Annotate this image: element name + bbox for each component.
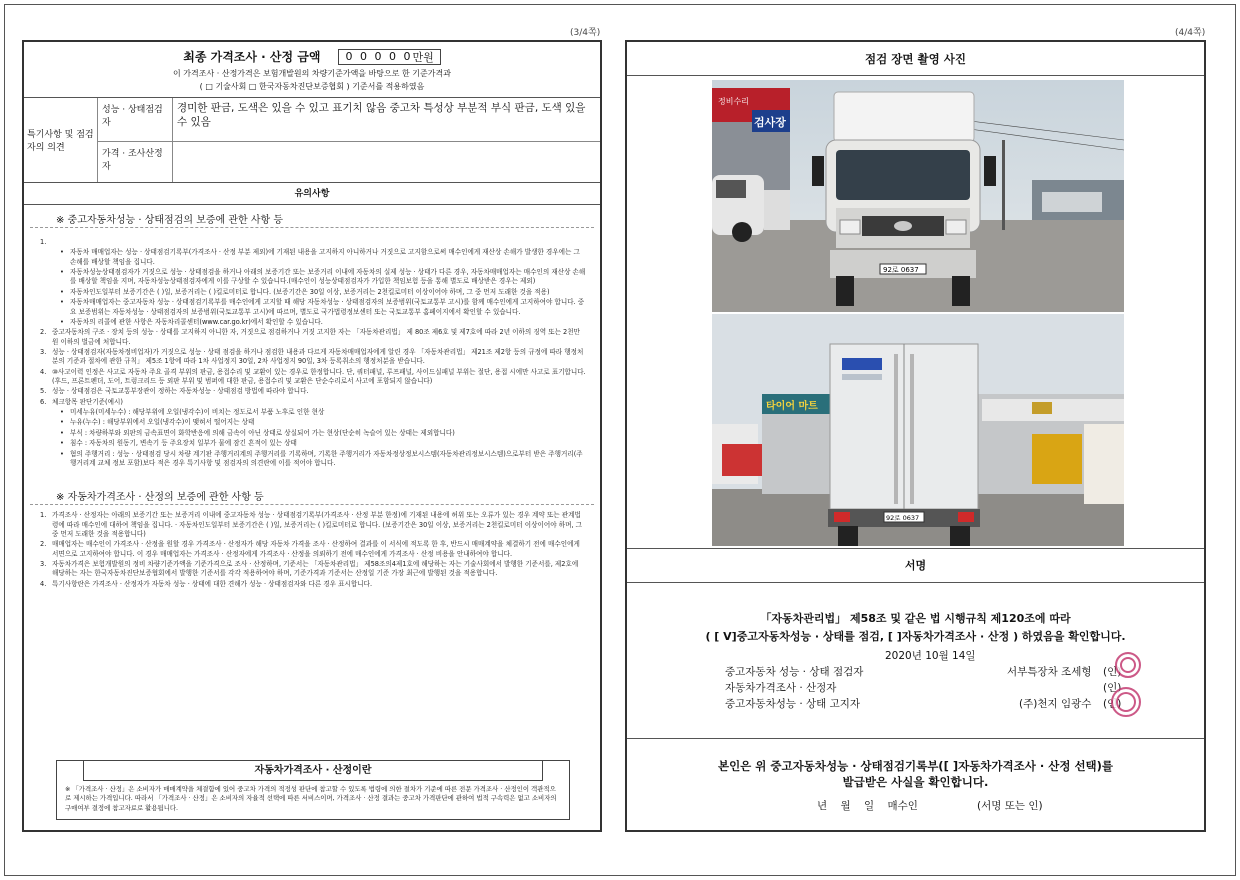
list-item bbox=[60, 298, 586, 317]
front-photo bbox=[712, 80, 1124, 312]
price-header bbox=[24, 42, 600, 98]
list-num: 3. bbox=[40, 347, 47, 356]
price-basis-line: 이 가격조사 · 산정가격은 보험개발원의 차량기준가액을 바탕으로 한 기준가격과 bbox=[173, 69, 451, 78]
cert-line-1: 「자동차관리법」 제58조 및 같은 법 시행규칙 제120조에 따라 bbox=[760, 612, 1071, 625]
bullet-dot: • bbox=[60, 317, 64, 326]
list-item-text: 자동차가격은 보험개발원의 정비 차량기준가액을 기준가격으로 조사 · 산정하며, 기준서는 「자동차관리법」 제58조의4제1호에 해당하는 자는 기술사회에서 발행한 기준서를, 제2호에 해당하는 자는 한국자동차진단보증협회에서 발행한 기준서를 각각 적용하여야 하며, 기준가격과 기준서는 산정일 기준 가장 최근에 발행된 것을 적용합니다. bbox=[52, 560, 579, 578]
list-num: 2. bbox=[40, 540, 47, 549]
list-item bbox=[40, 560, 586, 579]
section1-sub-bullets bbox=[40, 408, 586, 468]
list-item-text: 혐의 주행거리 : 성능 · 상태점검 당시 차량 계기판 주행거리계의 주행거리를 기록하며, 기록한 주행거리가 자동차정상정보시스템(자동차관리정보시스템)으로부터 받은 주행거리(주행거리계 교체 정보 포함)보다 적은 경우 특기사항 및 점검자의 의견란에 이를 적어야 합니다. bbox=[70, 449, 583, 467]
shop-sign-small: 정비수리 bbox=[718, 97, 749, 106]
list-item-text: 부식 : 차량하부와 외판의 금속표면이 화학반응에 의해 금속이 아닌 상태로 상실되어 가는 현상(단순히 녹슬어 있는 상태는 제외합니다) bbox=[70, 428, 455, 437]
list-item bbox=[40, 398, 586, 407]
inspector-name: 서부특장차 조세형 bbox=[1007, 666, 1092, 678]
price-title: 최종 가격조사 · 산정 금액 bbox=[183, 50, 321, 64]
list-item-text: 자동차의 리콜에 관한 사항은 자동차리콜센터(www.car.go.kr)에서 확인할 수 있습니다. bbox=[70, 317, 323, 326]
list-item-text: 매매업자는 매수인이 가격조사 · 산정을 원할 경우 가격조사 · 산정자가 해당 자동차 가격을 조사 · 산정하여 결과를 이 서식에 적도록 한 후, 반드시 매매계약을 체결하기 전에 매수인에게 서면으로 고지하여야 합니다. 이 경우 매매업자는 가격조사 · 산정자에게 가격조사 · 산정을 의뢰하기 전에 매수인에게 가격조사 · 산정 비용을 안내하여야 합니다. bbox=[52, 540, 580, 558]
list-item-text: 누유(누수) : 해당부위에서 오일(냉각수)이 맺혀서 떨어지는 상태 bbox=[70, 418, 255, 427]
buyer-sign: (서명 또는 인) bbox=[977, 800, 1043, 812]
cert-line-2: ( [ V]중고자동차성능 · 상태를 점검, [ ]자동차가격조사 · 산정 ) 하였음을 확인합니다. bbox=[705, 630, 1126, 643]
list-num: 4. bbox=[40, 579, 47, 588]
appraiser-role: 자동차가격조사 · 산정자 bbox=[725, 682, 837, 694]
price-amount-box bbox=[338, 49, 440, 65]
opinion-table bbox=[24, 98, 600, 183]
price-standard-line: ( □ 기술사회 □ 한국자동차진단보증협회 ) 기준서를 적용하였음 bbox=[199, 82, 425, 91]
list-item bbox=[60, 418, 586, 427]
notice-title: 유의사항 bbox=[24, 183, 600, 205]
bullet-dot: • bbox=[60, 248, 64, 257]
bullet-dot: • bbox=[60, 287, 64, 296]
list-item bbox=[40, 511, 586, 539]
section2-items bbox=[24, 505, 600, 589]
appraiser-opinion bbox=[173, 142, 600, 182]
definition-text: ※ 「가격조사 · 산정」은 소비자가 매매계약을 체결함에 있어 중고차 가격의 적정성 판단에 참고할 수 있도록 법령에 의한 절차가 기준에 따른 전문 가격조사 · 산정인이 객관적으로 제시하는 가격입니다. 따라서 「가격조사 · 산정」은 소비자의 자율적 선택에 따른 서비스이며, 가격조사 · 산정 결과는 중고차 가격판단에 관하여 법적 구속력은 없고 소비자의 구매여부 결정에 참고자료로 활용됩니다. bbox=[65, 785, 557, 812]
buyer-date: 년 월 일 매수인 bbox=[817, 800, 918, 812]
inspector-label: 성능 · 상태점검자 bbox=[98, 98, 173, 142]
list-item bbox=[60, 429, 586, 438]
list-item bbox=[40, 328, 586, 347]
notifier-seal-label: (인) bbox=[1103, 698, 1122, 710]
list-num: 1. bbox=[40, 511, 47, 520]
list-item-text: 자동차성능상태점검자가 거짓으로 성능 · 상태점검을 하거나 아래의 보증기간 또는 보증거리 이내에 자동차의 실제 성능 · 상태가 다른 경우, 자동차매매업자는 매수인의 재산상 손해를 배상할 책임을 지며, 자동차성능상태점검자에게 이를 구상할 수 있습니다.(매수인이 성능상태점검자가 가입한 책임보험 등을 통해 별도로 배상받은 경우는 제외) bbox=[70, 268, 586, 286]
truck-rear-image bbox=[712, 314, 1124, 546]
list-item bbox=[60, 248, 586, 267]
list-item-text: 중고자동차의 구조 · 장치 등의 성능 · 상태를 고지하지 아니한 자, 거짓으로 점검하거나 거짓 고지한 자는 「자동차관리법」 제 80조 제6호 및 제7호에 따라 2년 이하의 징역 또는 2천만원 이하의 벌금에 처합니다. bbox=[52, 328, 580, 346]
page-number-right: (4/4쪽) bbox=[1175, 28, 1206, 38]
bullet-dot: • bbox=[60, 439, 64, 448]
tire-shop-sign: 타이어 마트 bbox=[766, 401, 818, 412]
signature-title: 서명 bbox=[904, 559, 927, 572]
rear-license-plate: 92로 0637 bbox=[886, 514, 920, 522]
list-item bbox=[60, 318, 586, 327]
list-item-text: 자동차인도일부터 보증기간은 ( )일, 보증거리는 ( )킬로미터로 합니다. (보증기간은 30일 이상, 보증거리는 2천킬로미터 이상이어야 하며, 그 중 먼저 도래한 것을 적용) bbox=[70, 287, 550, 296]
page-number-left: (3/4쪽) bbox=[570, 28, 601, 38]
list-item bbox=[60, 439, 586, 448]
appraiser-seal-label: (인) bbox=[1103, 682, 1122, 694]
inspector-seal-label: (인) bbox=[1103, 666, 1122, 678]
list-item bbox=[60, 450, 586, 469]
bullet-dot: • bbox=[60, 268, 64, 277]
list-item bbox=[60, 288, 586, 297]
list-num: 4. bbox=[40, 367, 47, 376]
photo-section-title: 점검 장면 촬영 사진 bbox=[627, 42, 1204, 76]
left-page bbox=[22, 40, 602, 832]
list-item-text: 체크항목 판단기준(예시) bbox=[52, 397, 123, 406]
inspector-seal-stamp bbox=[1115, 652, 1141, 678]
list-num: 2. bbox=[40, 328, 47, 337]
section1-bullets bbox=[40, 248, 586, 327]
section2-heading: ※ 자동차가격조사 · 산정의 보증에 관한 사항 등 bbox=[56, 492, 264, 504]
notifier-seal-stamp bbox=[1111, 687, 1141, 717]
appraiser-label: 가격 · 조사산정자 bbox=[98, 142, 173, 182]
notifier-name: (주)천지 임광수 bbox=[1019, 698, 1092, 710]
definition-box bbox=[56, 760, 570, 820]
truck-front-image bbox=[712, 80, 1124, 312]
notifier-role: 중고자동차성능 · 상태 고지자 bbox=[725, 698, 861, 710]
price-unit: 만원 bbox=[412, 50, 434, 64]
sign-date: 2020년 10월 14일 bbox=[885, 650, 976, 662]
front-license-plate: 92로 0637 bbox=[883, 266, 919, 274]
list-item bbox=[40, 387, 586, 396]
list-item bbox=[60, 408, 586, 417]
list-num: 6. bbox=[40, 397, 47, 406]
list-item-text: 침수 : 자동차의 원동기, 변속기 등 주요장치 일부가 물에 잠긴 흔적이 있는 상태 bbox=[70, 439, 297, 448]
list-item bbox=[40, 580, 586, 589]
list-item-text: 성능 · 상태점검자(자동차정비업자)가 거짓으로 성능 · 상태 점검을 하거나 점검한 내용과 다르게 자동차매매업자에게 알린 경우 「자동차관리법」 제21조 제2항 등의 규정에 따라 행정처분의 기준과 절차에 관한 규칙」 제5조 1항에 따라 1차 사업정지 30일, 2차 사업정지 90일, 3차 등록취소의 행정처분을 받습니다. bbox=[52, 347, 584, 366]
section1-items bbox=[40, 328, 586, 407]
list-item bbox=[60, 268, 586, 287]
list-item-text: 자동차매매업자는 중고자동차 성능 · 상태점검기록부를 매수인에게 고지할 때 해당 자동차성능 · 상태점검자의 보증범위(국토교통부 고시)를 함께 매수인에게 고지하여야 합니다. 중요 보증범위는 자동차성능 · 상태점검자의 보증범위(국토교통부 고시)에 따르며, 별도로 국가법령정보센터 또는 국토교통부 홈페이지에서 확인할 수 있습니다. bbox=[70, 298, 585, 316]
bullet-dot: • bbox=[60, 449, 64, 458]
list-item-text: 성능 · 상태점검은 국토교통부장관이 정하는 자동차성능 · 상태점검 방법에 따라야 합니다. bbox=[52, 387, 309, 396]
definition-title: 자동차가격조사 · 산정이란 bbox=[83, 761, 543, 781]
list-num: 1. bbox=[40, 238, 47, 246]
rear-photo bbox=[712, 314, 1124, 546]
shop-sign-big: 검사장 bbox=[754, 116, 786, 129]
list-item bbox=[40, 368, 586, 387]
list-item-text: 가격조사 · 산정자는 아래의 보증기간 또는 보증거리 이내에 중고자동차 성능 · 상태점검기록부(가격조사 · 산정 부분 한정)에 기재된 내용에 허위 또는 오류가 있는 경우 계약 또는 관계법령에 따라 매수인에 대하여 책임을 집니다. · 자동차인도일부터 보증기간은 ( )일, 보증거리는 ( )킬로미터로 합니다. (보증기간은 30일 이상, 보증거리는 2천킬로미터 이상이어야 하며, 그 중 먼저 도래한 것을 적용합니다) bbox=[52, 511, 583, 538]
list-num: 5. bbox=[40, 387, 47, 396]
section1-list bbox=[24, 228, 600, 468]
section1-heading: ※ 중고자동차성능 · 상태점검의 보증에 관한 사항 등 bbox=[56, 215, 284, 226]
list-num: 3. bbox=[40, 560, 47, 569]
bullet-dot: • bbox=[60, 418, 64, 427]
bullet-dot: • bbox=[60, 298, 64, 307]
inspector-opinion: 경미한 판금, 도색은 있을 수 있고 표기치 않음 중고차 특성상 부분적 부식 판금, 도색 있을 수 있음 bbox=[173, 98, 600, 142]
opinion-label: 특기사항 및 점검자의 의견 bbox=[24, 98, 98, 182]
right-page bbox=[625, 40, 1206, 832]
list-item-text: ⑩사고이력 인정은 사고로 자동차 주요 골격 부위의 판금, 용접수리 및 교환이 있는 경우로 한정합니다. 단, 쿼터패널, 루프패널, 사이드실패널 부위는 절단, 용접 시에만 사고로 표기합니다. (후드, 프론트펜더, 도어, 트렁크리드 등 외판 부위 및 범퍼에 대한 판금, 용접수리 및 교환은 단순수리로서 사고에 포함되지 않습니다) bbox=[52, 367, 586, 386]
list-item bbox=[40, 348, 586, 367]
confirm-line-1: 본인은 위 중고자동차성능 · 상태점검기록부([ ]자동차가격조사 · 산정 선택)를 bbox=[717, 759, 1114, 773]
list-item bbox=[40, 540, 586, 559]
bullet-dot: • bbox=[60, 408, 64, 417]
confirm-line-2: 발급받은 사실을 확인합니다. bbox=[842, 775, 989, 789]
list-item-text: 미세누유(미세누수) : 해당부위에 오일(냉각수)이 비치는 정도로서 부품 노후로 인한 현상 bbox=[70, 408, 325, 417]
inspector-role: 중고자동차 성능 · 상태 점검자 bbox=[725, 666, 864, 678]
list-item-text: 자동차 매매업자는 성능 · 상태점검기록부(가격조사 · 산정 부분 제외)에 기재된 내용을 고지하지 아니하거나 거짓으로 고지함으로써 매수인에게 재산상 손해가 발생한 경우에는 그 손해를 배상할 책임을 집니다. bbox=[70, 248, 580, 266]
list-item-text: 특기사항란은 가격조사 · 산정자가 자동차 성능 · 상태에 대한 견해가 성능 · 상태점검자와 다른 경우 표시합니다. bbox=[52, 579, 373, 588]
price-amount: 0 0 0 0 0 bbox=[345, 50, 413, 63]
bullet-dot: • bbox=[60, 428, 64, 437]
